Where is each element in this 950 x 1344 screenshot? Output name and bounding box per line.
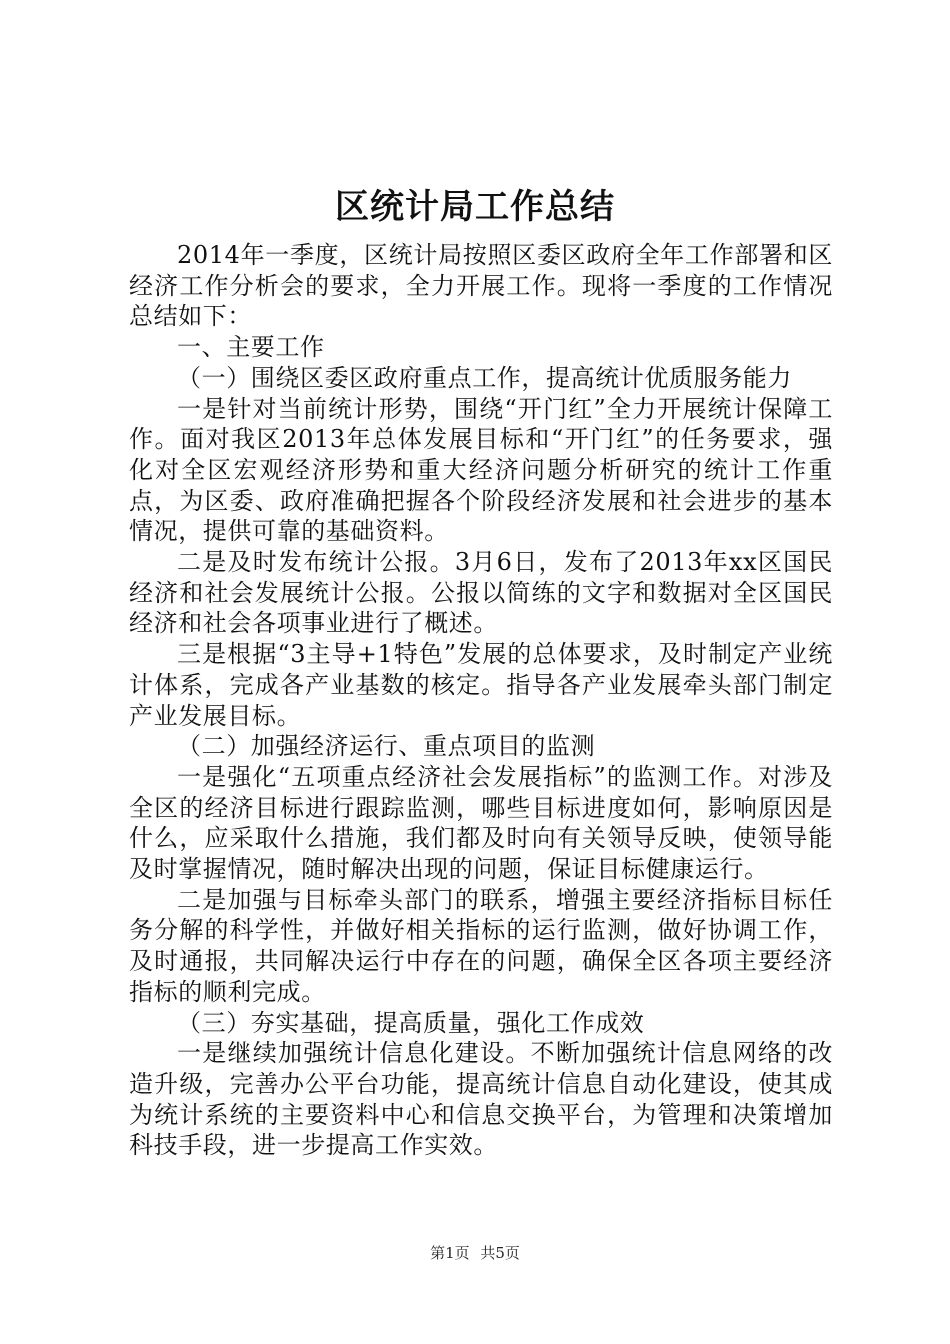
- page-total: 共5页: [480, 1244, 520, 1262]
- document-title: 区统计局工作总结: [335, 187, 615, 227]
- subheading-2: （二）加强经济运行、重点项目的监测: [177, 732, 596, 761]
- paragraph-1-3: 三是根据“3主导+1特色”发展的总体要求，及时制定产业统计体系，完成各产业基数的核定。指导各产业发展牵头部门制定产业发展目标。: [129, 640, 833, 730]
- subheading-3: （三）夯实基础，提高质量，强化工作成效: [177, 1008, 645, 1037]
- paragraph-intro: 2014年一季度，区统计局按照区委区政府全年工作部署和区经济工作分析会的要求，全力开展工作。现将一季度的工作情况总结如下：: [129, 241, 833, 331]
- heading-main-work: 一、主要工作: [177, 333, 325, 362]
- paragraph-2-2: 二是加强与目标牵头部门的联系，增强主要经济指标目标任务分解的科学性，并做好相关指标的运行监测，做好协调工作，及时通报，共同解决运行中存在的问题，确保全区各项主要经济指标的顺利完成。: [129, 885, 833, 1006]
- document-body: [129, 240, 833, 1161]
- paragraph-1-1: 一是针对当前统计形势，围绕“开门红”全力开展统计保障工作。面对我区2013年总体发展目标和“开门红”的任务要求，强化对全区宏观经济形势和重大经济问题分析研究的统计工作重点，为区委、政府准确把握各个阶段经济发展和社会进步的基本情况，提供可靠的基础资料。: [129, 394, 833, 546]
- paragraph-1-2: 二是及时发布统计公报。3月6日，发布了2013年xx区国民经济和社会发展统计公报。公报以简练的文字和数据对全区国民经济和社会各项事业进行了概述。: [129, 548, 833, 638]
- page-number: 第1页: [430, 1244, 470, 1262]
- paragraph-2-1: 一是强化“五项重点经济社会发展指标”的监测工作。对涉及全区的经济目标进行跟踪监测，哪些目标进度如何，影响原因是什么，应采取什么措施，我们都及时向有关领导反映，使领导能及时掌握情况，随时解决出现的问题，保证目标健康运行。: [129, 762, 833, 884]
- page-footer: [0, 1242, 950, 1264]
- paragraph-3-1: 一是继续加强统计信息化建设。不断加强统计信息网络的改造升级，完善办公平台功能，提高统计信息自动化建设，使其成为统计系统的主要资料中心和信息交换平台，为管理和决策增加科技手段，进一步提高工作实效。: [129, 1039, 833, 1160]
- subheading-1: （一）围绕区委区政府重点工作，提高统计优质服务能力: [177, 363, 792, 392]
